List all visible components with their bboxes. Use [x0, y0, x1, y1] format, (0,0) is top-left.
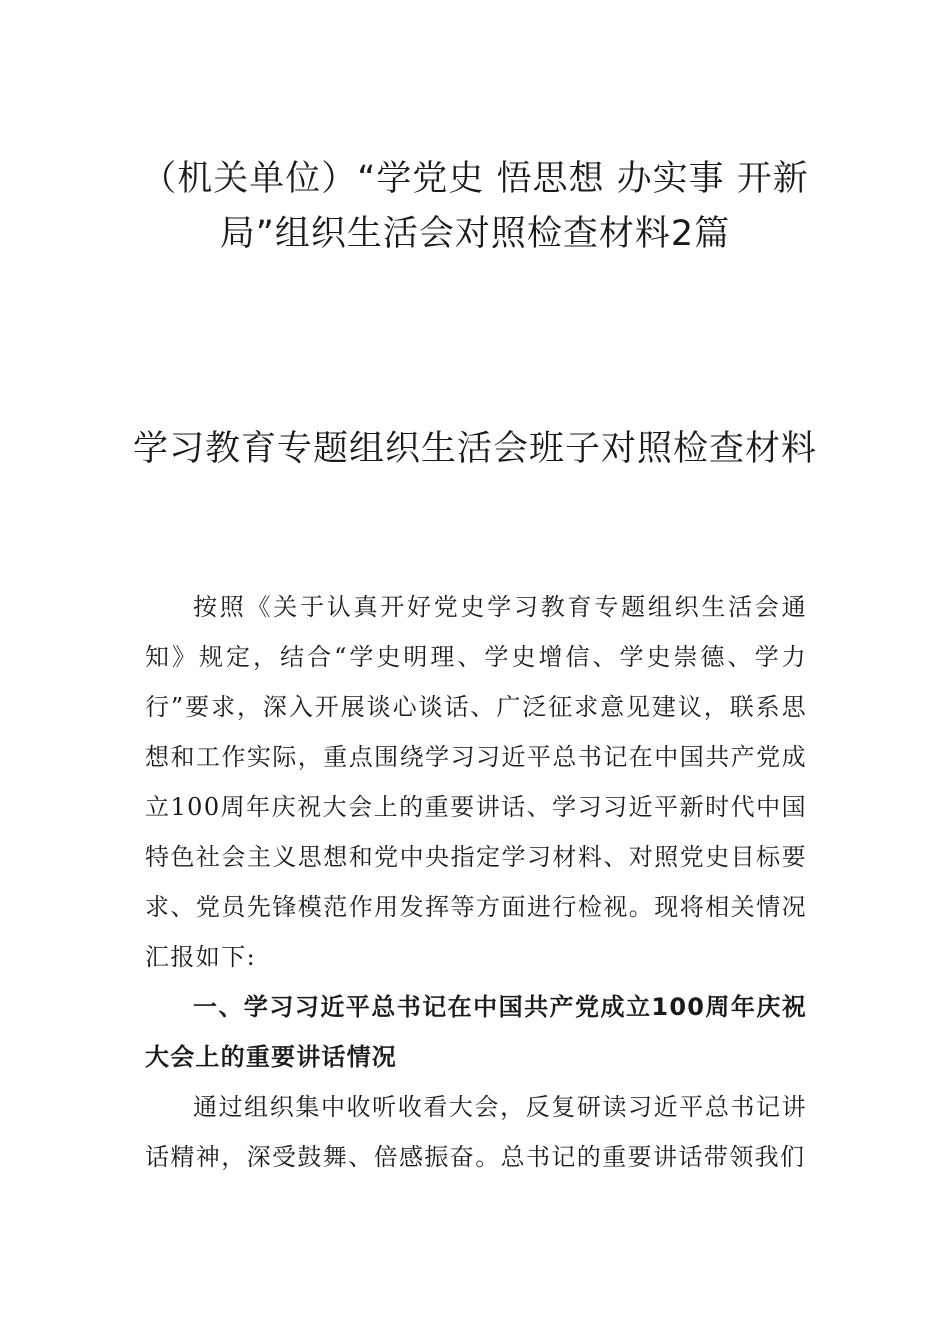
document-main-title: （机关单位）“学党史 悟思想 办实事 开新局”组织生活会对照检查材料2篇 [141, 159, 809, 254]
body-paragraph-intro: 按照《关于认真开好党史学习教育专题组织生活会通知》规定，结合“学史明理、学史增信、学史崇德、学力行”要求，深入开展谈心谈话、广泛征求意见建议，联系思想和工作实际，重点围绕学习习近平总书记在中国共产党成立100周年庆祝大会上的重要讲话、学习习近平新时代中国特色社会主义思想和党中央指定学习材料、对照党史目标要求、党员先锋模范作用发挥等方面进行检视。现将相关情况汇报如下: [145, 593, 807, 971]
section-heading-1: 一、学习习近平总书记在中国共产党成立100周年庆祝大会上的重要讲话情况 [145, 993, 807, 1071]
document-sub-title: 学习教育专题组织生活会班子对照检查材料 [132, 429, 817, 469]
body-paragraph-section-1: 通过组织集中收听收看大会，反复研读习近平总书记讲话精神，深受鼓舞、倍感振奋。总书记的重要讲话带领我们 [145, 1093, 807, 1171]
